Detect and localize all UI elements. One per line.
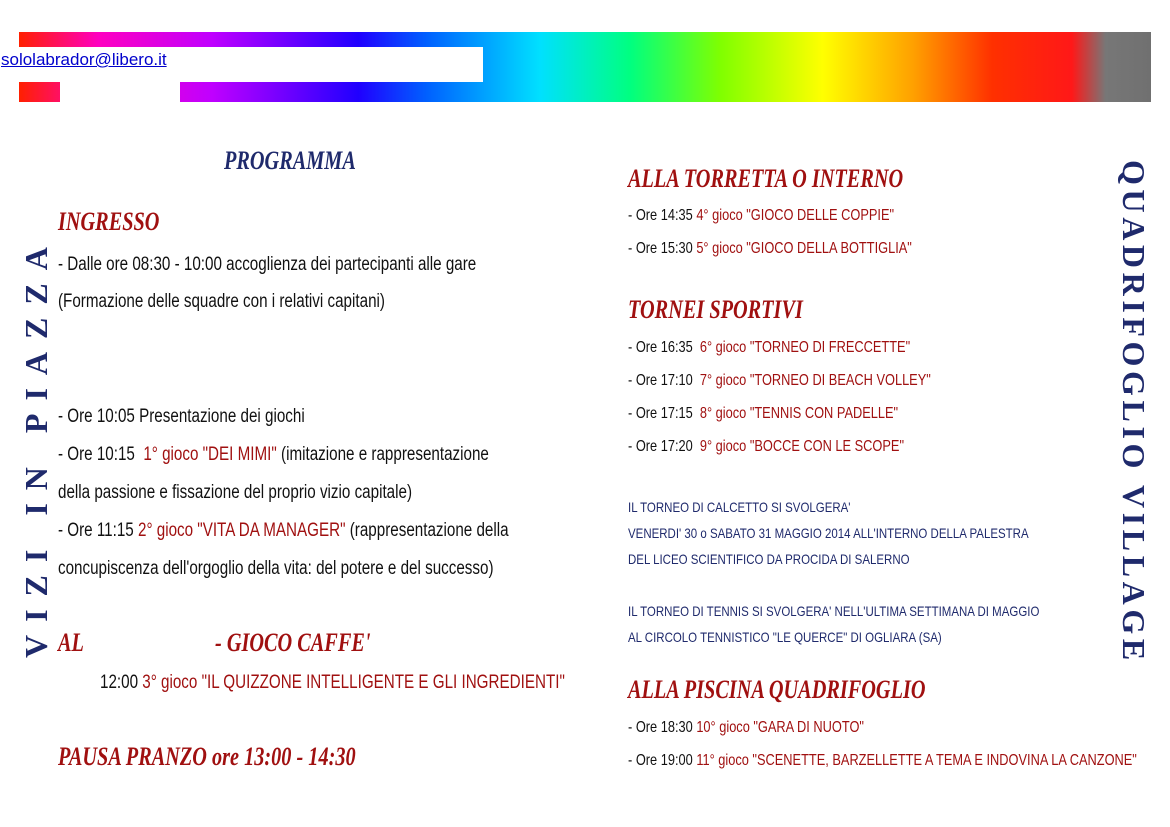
presentazione-line: - Ore 10:05 Presentazione dei giochi	[58, 406, 305, 427]
tennis-note: AL CIRCOLO TENNISTICO "LE QUERCE" DI OGLIARA (SA)	[628, 629, 942, 645]
ingresso-line-2: (Formazione delle squadre con i relativi capitani)	[58, 291, 385, 312]
tornei-item-time: - Ore 17:10	[628, 372, 693, 389]
game-1-desc: (imitazione e rappresentazione	[281, 444, 489, 465]
game-1-time: - Ore 10:15	[58, 444, 135, 465]
piscina-item-game: 10° gioco "GARA DI NUOTO"	[696, 719, 864, 736]
torretta-item	[628, 207, 894, 225]
torretta-item-time: - Ore 14:35	[628, 207, 693, 224]
game-3-line	[100, 672, 565, 694]
program-title: PROGRAMMA	[224, 146, 356, 175]
tornei-item-game: 8° gioco "TENNIS CON PADELLE"	[699, 405, 899, 422]
torretta-item	[628, 240, 912, 258]
tornei-item-time: - Ore 17:20	[628, 438, 693, 455]
tornei-item	[628, 405, 898, 423]
caffe-title-start: AL	[58, 628, 84, 657]
game-3-name: 3° gioco "IL QUIZZONE INTELLIGENTE E GLI INGREDIENTI"	[142, 672, 565, 693]
piscina-item-time: - Ore 18:30	[628, 719, 693, 736]
game-1-desc-2: della passione e fissazione del proprio vizio capitale)	[58, 482, 413, 503]
tornei-item	[628, 372, 931, 390]
game-2-desc: (rappresentazione della	[349, 520, 509, 541]
piscina-item-game: 11° gioco "SCENETTE, BARZELLETTE A TEMA E INDOVINA LA CANZONE"	[696, 752, 1137, 769]
torretta-item-time: - Ore 15:30	[628, 240, 693, 257]
piscina-item	[628, 719, 864, 737]
tornei-item	[628, 438, 904, 456]
game-1-line	[58, 444, 489, 466]
tornei-item-game: 6° gioco "TORNEO DI FRECCETTE"	[699, 339, 911, 356]
piscina-item-time: - Ore 19:00	[628, 752, 693, 769]
piscina-title: ALLA PISCINA QUADRIFOGLIO	[628, 675, 926, 704]
game-3-time: 12:00	[100, 672, 139, 693]
side-title-left: VIZI IN PIAZZA	[18, 234, 54, 658]
banner-mask	[60, 82, 180, 104]
side-title-right: QUADRIFOGLIO VILLAGE	[1116, 160, 1152, 665]
tornei-item-game: 9° gioco "BOCCE CON LE SCOPE"	[699, 438, 904, 455]
game-1-name: 1° gioco "DEI MIMI"	[143, 444, 277, 465]
game-2-line	[58, 520, 509, 542]
pausa-title: PAUSA PRANZO ore 13:00 - 14:30	[58, 742, 356, 771]
email-link[interactable]: sololabrador@libero.it	[1, 50, 167, 69]
tornei-title: TORNEI SPORTIVI	[628, 295, 803, 324]
ingresso-line-1: - Dalle ore 08:30 - 10:00 accoglienza dei partecipanti alle gare	[58, 254, 477, 275]
game-2-desc-2: concupiscenza dell'orgoglio della vita: del potere e del successo)	[58, 558, 494, 579]
game-2-name: 2° gioco "VITA DA MANAGER"	[137, 520, 346, 541]
calcetto-note: DEL LICEO SCIENTIFICO DA PROCIDA DI SALERNO	[628, 551, 910, 567]
torretta-title: ALLA TORRETTA O INTERNO	[628, 164, 904, 193]
tornei-item-time: - Ore 17:15	[628, 405, 693, 422]
calcetto-note: IL TORNEO DI CALCETTO SI SVOLGERA'	[628, 499, 851, 515]
torretta-item-game: 4° gioco "GIOCO DELLE COPPIE"	[696, 207, 895, 224]
game-2-time: - Ore 11:15	[58, 520, 134, 541]
tornei-item-game: 7° gioco "TORNEO DI BEACH VOLLEY"	[699, 372, 931, 389]
torretta-item-game: 5° gioco "GIOCO DELLA BOTTIGLIA"	[696, 240, 912, 257]
calcetto-note: VENERDI' 30 o SABATO 31 MAGGIO 2014 ALL'INTERNO DELLA PALESTRA	[628, 525, 1029, 541]
piscina-item	[628, 752, 1137, 770]
tornei-item-time: - Ore 16:35	[628, 339, 693, 356]
tennis-note: IL TORNEO DI TENNIS SI SVOLGERA' NELL'ULTIMA SETTIMANA DI MAGGIO	[628, 603, 1040, 619]
ingresso-title: INGRESSO	[58, 207, 160, 236]
tornei-item	[628, 339, 910, 357]
caffe-title-end: - GIOCO CAFFE'	[215, 628, 371, 657]
